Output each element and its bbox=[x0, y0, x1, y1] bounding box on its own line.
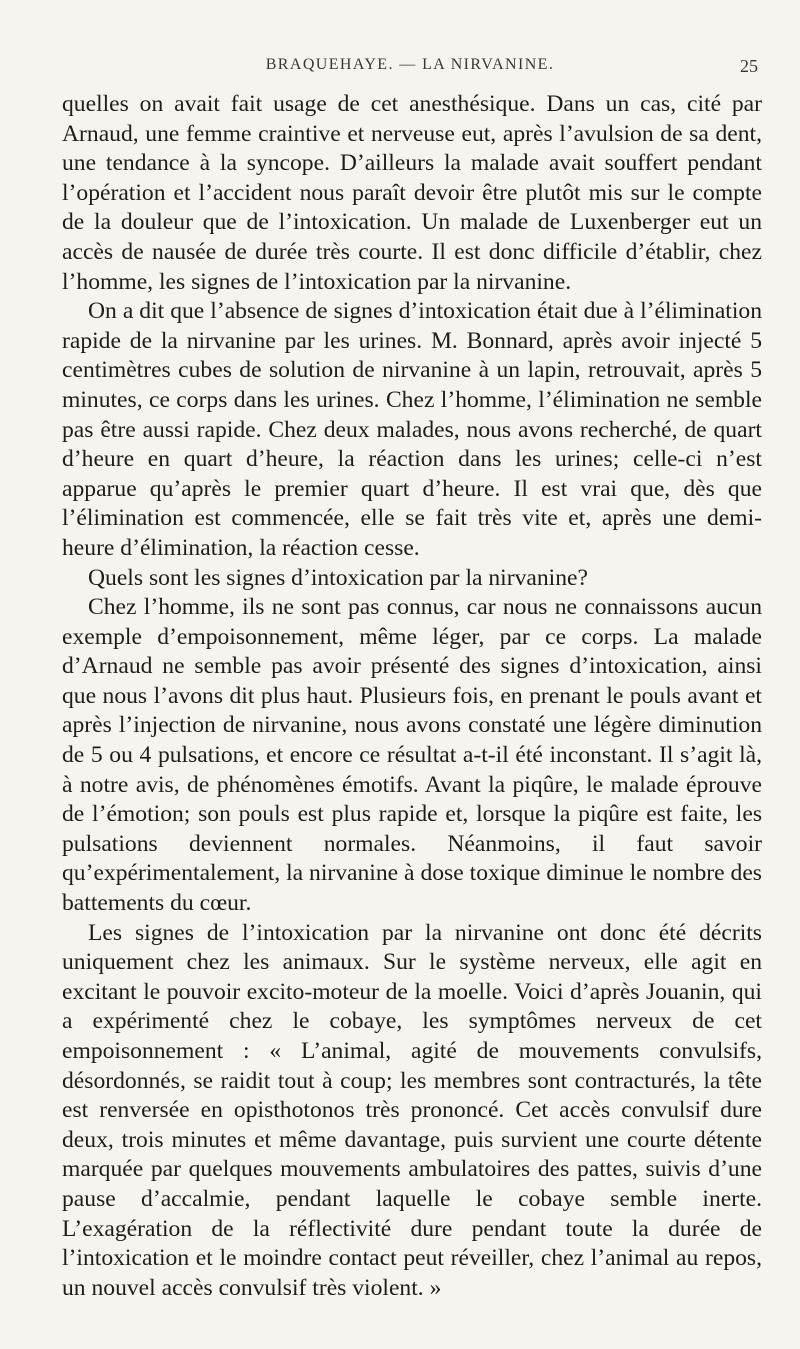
paragraph-question: Quels sont les signes d’intoxication par la nirvanine? bbox=[88, 564, 588, 591]
paragraph-human-signs: Chez l’homme, ils ne sont pas connus, car nous ne connaissons aucun exemple d’empoisonnement, même léger, par ce corps. La malade d’Arnaud ne semble pas avoir présenté des signes d’intoxication, ainsi que nous l’avons dit plus haut. Plusieurs fois, en prenant le pouls avant et après l’injection de nirvanine, nous avons constaté une légère diminution de 5 ou 4 pulsations, et encore ce résultat a-t-il été inconstant. Il s’agit là, à notre avis, de phénomènes émotifs. Avant la piqûre, le malade éprouve de l’émotion; son pouls est plus rapide et, lorsque la piqûre est faite, les pulsations deviennent normales. Néanmoins, il faut savoir qu’expérimentalement, la nirvanine à dose toxique diminue le nombre des battements du cœur. bbox=[62, 594, 762, 917]
paragraph-animal-signs: Les signes de l’intoxication par la nirvanine ont donc été décrits uniquement chez les animaux. Sur le système nerveux, elle agit en excitant le pouvoir excito-moteur de la moelle. Voici d’après Jouanin, qui a expérimenté chez le cobaye, les symptômes nerveux de cet empoisonnement : « L’animal, agité de mouvements convulsifs, désordonnés, se raidit tout à coup; les membres sont contracturés, la tête est renversée en opisthotonos très prononcé. Cet accès convulsif dure deux, trois minutes et même davantage, puis survient une courte détente marquée par quelques mouvements ambulatoires des pattes, suivis d’une pause d’accalmie, pendant laquelle le cobaye semble inerte. L’exagération de la réflectivité dure pendant toute la durée de l’intoxication et le moindre contact peut réveiller, chez l’animal au repos, un nouvel accès convulsif très violent. » bbox=[62, 919, 762, 1301]
text-body bbox=[62, 90, 762, 1303]
paragraph-continuation: quelles on avait fait usage de cet anesthésique. Dans un cas, cité par Arnaud, une femme craintive et nerveuse eut, après l’avulsion de sa dent, une tendance à la syncope. D’ailleurs la malade avait souffert pendant l’opération et l’accident nous paraît devoir être plutôt mis sur le compte de la douleur que de l’intoxication. Un malade de Luxenberger eut un accès de nausée de durée très courte. Il est donc difficile d’établir, chez l’homme, les signes de l’intoxication par la nirvanine. bbox=[62, 91, 762, 295]
running-title: BRAQUEHAYE. — LA NIRVANINE. bbox=[265, 56, 555, 73]
page-number: 25 bbox=[740, 56, 758, 76]
running-head bbox=[62, 56, 758, 86]
paragraph-elimination: On a dit que l’absence de signes d’intoxication était due à l’élimination rapide de la nirvanine par les urines. M. Bonnard, après avoir injecté 5 centimètres cubes de solution de nirvanine à un lapin, retrouvait, après 5 minutes, ce corps dans les urines. Chez l’homme, l’élimination ne semble pas être aussi rapide. Chez deux malades, nous avons recherché, de quart d’heure en quart d’heure, la réaction dans les urines; celle-ci n’est apparue qu’après le premier quart d’heure. Il est vrai que, dès que l’élimination est commencée, elle se fait très vite et, après une demi-heure d’élimination, la réaction cesse. bbox=[62, 298, 762, 561]
